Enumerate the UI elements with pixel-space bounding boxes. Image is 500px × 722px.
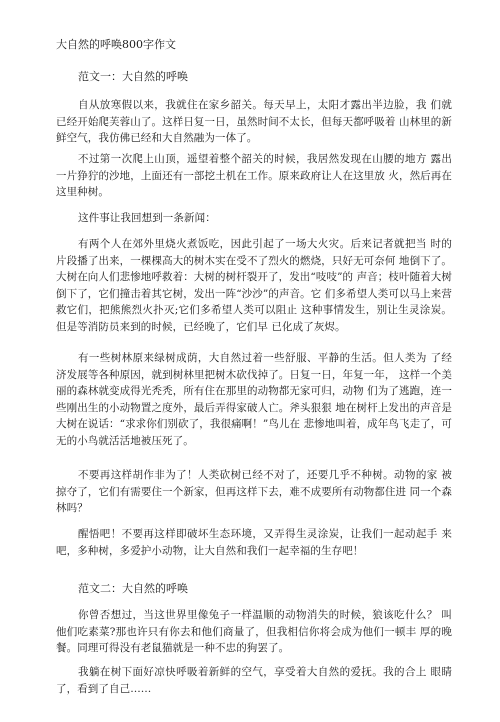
paragraph: 有两个人在郊外里烧火煮饭吃，因此引起了一场大火灾。后来记者就把当 时的片段播了出来，一棵棵高大的树木实在受不了烈火的燃烧，只好无可奈何 地倒下了。大树在向人们悲惨地呼救着：大树的树杆裂开了，发出“吱吱”的 声音；枝叶随着大树倒下了，它们撞击着其它树，发出一阵“沙沙”的声音。它 们多希望人类可以马上来营救它们，把熊熊烈火扑灭;它们多希望人类可以阻止 这种事情发生，别让生灵涂炭。但是等消防员来到的时候，已经晚了，它们早 已化成了灰烬。 [56, 238, 452, 333]
paragraph: 醒悟吧！不要再这样即破坏生态环境，又弄得生灵涂炭，让我们一起动起手 来吧，多种树，多爱护小动物，让大自然和我们一起幸福的生存吧！ [56, 528, 452, 557]
paragraph: 有一些树林原来绿树成荫，大自然过着一些舒服、平静的生活。但人类为 了经济发展等各种原因，就到树林里把树木砍伐掉了。日复一日，年复一年， 这样一个美丽的森林就变成得光秃秃，所有住在那里的动物都无家可归，动物 们为了逃跑，连一些刚出生的小动物置之度外，最后弄得家破人亡。斧头狠狠 地在树杆上发出的声音是大树在说话：“求求你们别砍了，我很痛啊！”鸟儿在 悲惨地叫着，成年鸟飞走了，可无的小鸟就活活地被压死了。 [56, 352, 452, 447]
paragraph: 这件事让我回想到一条新闻： [78, 212, 216, 224]
paragraph: 不要再这样胡作非为了！人类砍树已经不对了，还要几乎不种树。动物的家 被掠夺了，它们有需要住一个新家，但再这样下去，难不成要所有动物都住进 同一个森林吗？ [56, 469, 452, 515]
paragraph: 自从放寒假以来，我就住在家乡韶关。每天早上，太阳才露出半边脸，我 们就已经开始爬芙蓉山了。这样日复一日，虽然时间不太长，但每天都呼吸着 山林里的新鲜空气，我仿佛已经和大自然融为一体了。 [56, 99, 452, 145]
paragraph: 我躺在树下面好凉快呼吸着新鲜的空气，享受着大自然的爱抚。我的合上 眼睛了，看到了自己…… [56, 666, 452, 695]
section-heading: 范文一：大自然的呼唤 [78, 70, 188, 83]
section-heading: 范文二：大自然的呼唤 [78, 582, 188, 595]
paragraph: 你曾否想过，当这世界里像兔子一样温顺的动物消失的时候，狼该吃什么？ 叫他们吃素菜?那也许只有你去和他们商量了，但我相信你将会成为他们一顿丰 厚的晚餐。同理可得没有老鼠猫就是一种不忠的狗罢了。 [56, 609, 452, 655]
document-title: 大自然的呼唤800字作文 [56, 38, 176, 51]
paragraph: 不过第一次爬上山顶，遥望着整个韶关的时候，我居然发现在山腰的地方 露出一片狰狞的沙地，上面还有一部挖土机在工作。原来政府让人在这里放 火，然后再在这里种树。 [56, 153, 452, 199]
